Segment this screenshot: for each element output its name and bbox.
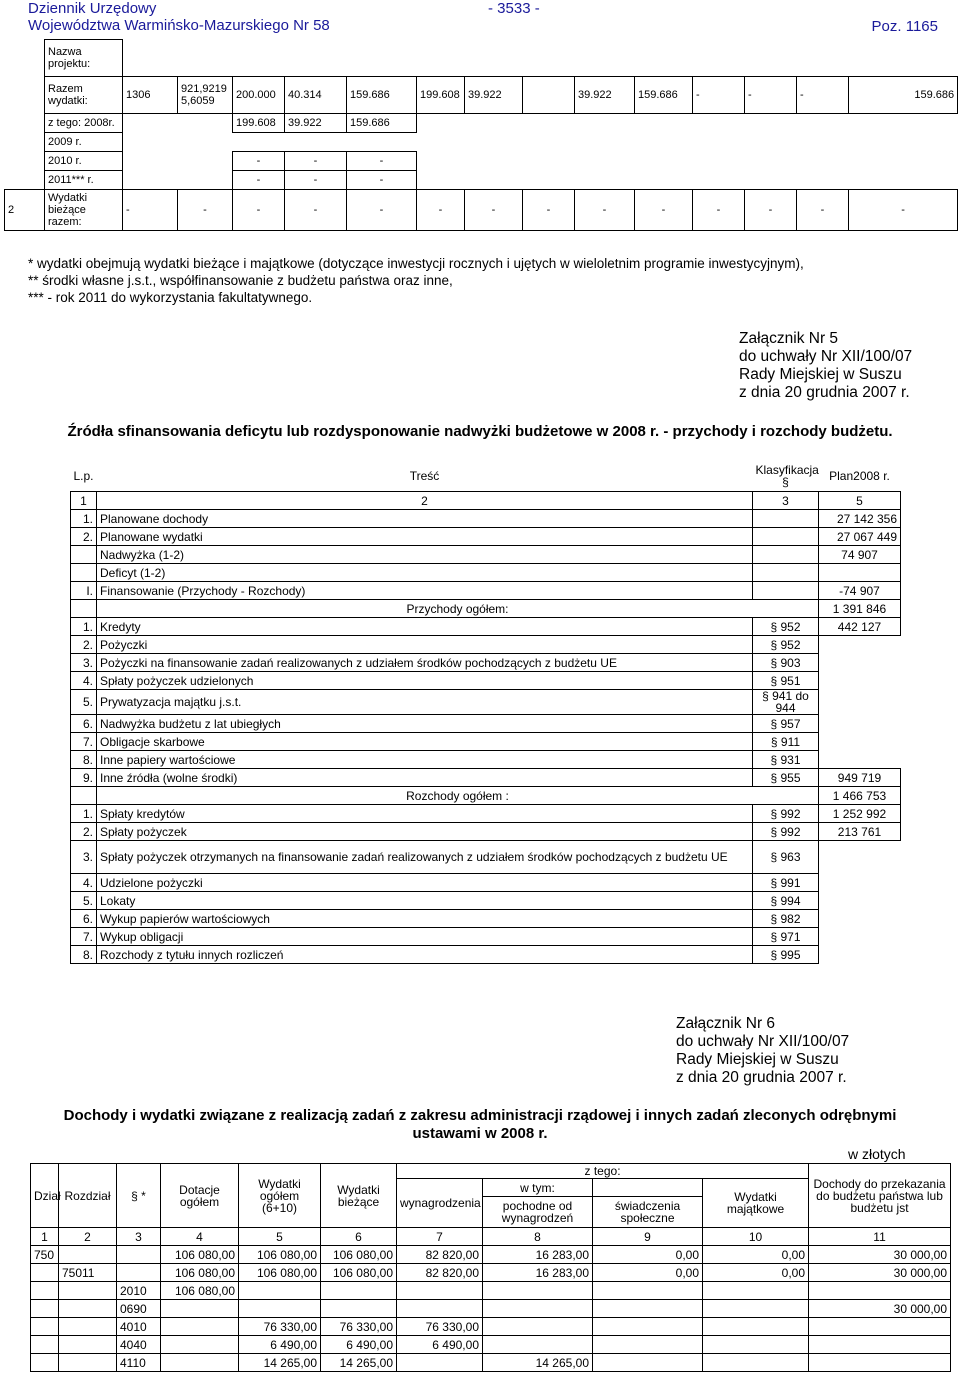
table-cell: 0,00 [593, 1246, 703, 1264]
table-cell [59, 1246, 117, 1264]
table-cell [703, 1354, 809, 1372]
table-cell: 0690 [117, 1300, 161, 1318]
table-cell [703, 1282, 809, 1300]
table-header-row: L.p. Treść Klasyfikacja § Plan2008 r. [73, 463, 890, 489]
column-number: 8 [483, 1228, 593, 1246]
table-row: 6. Wykup papierów wartościowych § 982 [71, 910, 901, 928]
deficit-financing-table [70, 461, 901, 964]
table-cell [31, 1318, 59, 1336]
table-row [31, 1228, 951, 1246]
table-cell: 0,00 [703, 1264, 809, 1282]
table-row: 6. Nadwyżka budżetu z lat ubiegłych § 957 [71, 715, 901, 733]
table-cell [593, 1336, 703, 1354]
annex-6-header: Załącznik Nr 6 do uchwały Nr XII/100/07 Rady Miejskiej w Suszu z dnia 20 grudnia 2007 r. [676, 1015, 850, 1086]
table-row: Nadwyżka (1-2) 74 907 [71, 546, 901, 564]
table-cell: 14 265,00 [321, 1354, 397, 1372]
table-row [31, 1336, 951, 1354]
table-row: 5. Lokaty § 994 [71, 892, 901, 910]
table-cell [809, 1318, 951, 1336]
table-cell: 106 080,00 [321, 1264, 397, 1282]
table-row: z tego: 2008r. 199.608 39.922 159.686 [5, 114, 958, 133]
journal-name: Dziennik Urzędowy Województwa Warmińsko-Mazurskiego Nr 58 [28, 0, 330, 34]
table-row: 4. Udzielone pożyczki § 991 [71, 874, 901, 892]
table-cell: 6 490,00 [397, 1336, 483, 1354]
page-number: - 3533 - [488, 0, 540, 17]
table-cell [593, 1282, 703, 1300]
table-cell: 750 [31, 1246, 59, 1264]
project-expenses-table [4, 39, 958, 231]
table-cell [161, 1336, 239, 1354]
table-cell: 106 080,00 [161, 1282, 239, 1300]
table-cell [31, 1336, 59, 1354]
table-row: 2010 r. - - - [5, 152, 958, 171]
table-row: 7. Obligacje skarbowe § 911 [71, 733, 901, 751]
table-cell [483, 1300, 593, 1318]
table-cell: 4110 [117, 1354, 161, 1372]
table-cell: 16 283,00 [483, 1246, 593, 1264]
table-row [31, 1282, 951, 1300]
table-row: 1. Planowane dochody 27 142 356 [71, 510, 901, 528]
table-cell [809, 1354, 951, 1372]
column-number: 3 [117, 1228, 161, 1246]
table-cell: 2010 [117, 1282, 161, 1300]
table-cell [31, 1282, 59, 1300]
table-cell: 0,00 [703, 1246, 809, 1264]
table-cell: 6 490,00 [239, 1336, 321, 1354]
table-cell [59, 1300, 117, 1318]
annex-6-title: Dochody i wydatki związane z realizacją zadań z zakresu administracji rządowej i innych zadań zleconych odrębnymi ustawami w 2008 r. [63, 1107, 897, 1142]
table-cell [397, 1282, 483, 1300]
table-cell [703, 1336, 809, 1354]
table-cell [59, 1336, 117, 1354]
table-cell [703, 1318, 809, 1336]
column-number: 1 [31, 1228, 59, 1246]
table-cell [59, 1354, 117, 1372]
table-cell [161, 1318, 239, 1336]
table-cell [31, 1264, 59, 1282]
table-row: 2. Pożyczki § 952 [71, 636, 901, 654]
table-cell: 14 265,00 [239, 1354, 321, 1372]
table-cell [239, 1300, 321, 1318]
table-row: 3. Spłaty pożyczek otrzymanych na finansowanie zadań realizowanych z udziałem środków pochodzących z budżetu UE § 963 [71, 841, 901, 874]
table-row: 2. Planowane wydatki 27 067 449 [71, 528, 901, 546]
table-row: 2009 r. [5, 133, 958, 152]
table-cell [59, 1282, 117, 1300]
column-number: 7 [397, 1228, 483, 1246]
table-cell: 106 080,00 [161, 1246, 239, 1264]
table-cell [593, 1300, 703, 1318]
table-cell [117, 1264, 161, 1282]
table-row: 2011*** r. - - - [5, 171, 958, 190]
column-number: 5 [239, 1228, 321, 1246]
table-cell: 75011 [59, 1264, 117, 1282]
table-row: 2 Wydatki bieżące razem: - - - - - - - - - - - - - - [5, 190, 958, 231]
footnotes: * wydatki obejmują wydatki bieżące i majątkowe (dotyczące inwestycji rocznych i ujętych w wieloletnim programie inwestycyjnym), ** środki własne j.s.t., współfinansowanie z budżetu państwa oraz inne, *** - rok 2011 do wykorzystania fakultatywnego. [28, 256, 804, 305]
table-row [31, 1318, 951, 1336]
table-row [5, 40, 958, 77]
table-row: I. Finansowanie (Przychody - Rozchody) -74 907 [71, 582, 901, 600]
table-cell [31, 1300, 59, 1318]
table-cell [593, 1354, 703, 1372]
table-row [31, 1246, 951, 1264]
table-cell: 30 000,00 [809, 1300, 951, 1318]
table-cell: 4010 [117, 1318, 161, 1336]
table-cell: 76 330,00 [239, 1318, 321, 1336]
table-row: 5. Prywatyzacja majątku j.s.t. § 941 do 944 [71, 690, 901, 715]
table-row: Rozchody ogółem : 1 466 753 [71, 787, 901, 805]
unit-label: w złotych [848, 1146, 906, 1162]
table-cell: 14 265,00 [483, 1354, 593, 1372]
table-cell [239, 1282, 321, 1300]
table-row: 8. Inne papiery wartościowe § 931 [71, 751, 901, 769]
table-cell [31, 1354, 59, 1372]
column-number: 9 [593, 1228, 703, 1246]
table-row: 7. Wykup obligacji § 971 [71, 928, 901, 946]
table-row: 8. Rozchody z tytułu innych rozliczeń § 995 [71, 946, 901, 964]
annex-5-title: Źródła sfinansowania deficytu lub rozdysponowanie nadwyżki budżetowe w 2008 r. - przychody i rozchody budżetu. [67, 423, 893, 440]
administration-tasks-table [30, 1163, 951, 1372]
table-cell [397, 1354, 483, 1372]
table-cell [703, 1300, 809, 1318]
table-row: 4. Spłaty pożyczek udzielonych § 951 [71, 672, 901, 690]
table-row: 1. Kredyty § 952 442 127 [71, 618, 901, 636]
table-cell: 106 080,00 [239, 1264, 321, 1282]
column-number: 11 [809, 1228, 951, 1246]
table-row: Przychody ogółem: 1 391 846 [71, 600, 901, 618]
table-cell: 106 080,00 [239, 1246, 321, 1264]
table-cell [321, 1282, 397, 1300]
table-row [31, 1264, 951, 1282]
table-row: 1 2 3 5 [71, 492, 901, 510]
position-number: Poz. 1165 [871, 18, 938, 35]
column-number: 10 [703, 1228, 809, 1246]
table-cell: 0,00 [593, 1264, 703, 1282]
table-cell: 16 283,00 [483, 1264, 593, 1282]
table-cell: 76 330,00 [397, 1318, 483, 1336]
table-row: Deficyt (1-2) [71, 564, 901, 582]
table-header-row: wynagrodzenia w tym: Wydatki majątkowe [31, 1179, 951, 1197]
table-cell [483, 1318, 593, 1336]
table-cell: 106 080,00 [161, 1264, 239, 1282]
table-cell [161, 1300, 239, 1318]
table-cell: 30 000,00 [809, 1264, 951, 1282]
table-cell [117, 1246, 161, 1264]
table-header-row: pochodne od wynagrodzeń świadczenia społeczne [31, 1197, 951, 1228]
column-number: 2 [59, 1228, 117, 1246]
table-cell [161, 1354, 239, 1372]
table-row: 1. Spłaty kredytów § 992 1 252 992 [71, 805, 901, 823]
table-cell: 76 330,00 [321, 1318, 397, 1336]
table-cell: 82 820,00 [397, 1246, 483, 1264]
table-cell [483, 1336, 593, 1354]
table-cell [483, 1282, 593, 1300]
column-number: 6 [321, 1228, 397, 1246]
table-cell: 4040 [117, 1336, 161, 1354]
annex-5-header: Załącznik Nr 5 do uchwały Nr XII/100/07 Rady Miejskiej w Suszu z dnia 20 grudnia 2007 r. [739, 330, 913, 401]
table-row: 3. Pożyczki na finansowanie zadań realizowanych z udziałem środków pochodzących z budżetu UE § 903 [71, 654, 901, 672]
table-row: 9. Inne źródła (wolne środki) § 955 949 719 [71, 769, 901, 787]
table-cell [809, 1282, 951, 1300]
row-label: Nazwa projektu: [45, 40, 123, 77]
table-cell: 6 490,00 [321, 1336, 397, 1354]
table-cell [321, 1300, 397, 1318]
table-cell [593, 1318, 703, 1336]
table-cell [397, 1300, 483, 1318]
table-cell [809, 1336, 951, 1354]
table-cell: 30 000,00 [809, 1246, 951, 1264]
table-cell [59, 1318, 117, 1336]
table-row: Razem wydatki: 1306 921,9219 5,6059 200.000 40.314 159.686 199.608 39.922 39.922 159.686 - - - 159.686 [5, 77, 958, 114]
table-cell: 106 080,00 [321, 1246, 397, 1264]
table-row [31, 1300, 951, 1318]
table-row: 2. Spłaty pożyczek § 992 213 761 [71, 823, 901, 841]
table-header-row: Dział Rozdział § * Dotacje ogółem Wydatki ogółem (6+10) Wydatki bieżące z tego: Dochody do przekazania do budżetu państwa lub budżetu jst [31, 1164, 951, 1179]
table-cell: 82 820,00 [397, 1264, 483, 1282]
table-row [31, 1354, 951, 1372]
column-number: 4 [161, 1228, 239, 1246]
